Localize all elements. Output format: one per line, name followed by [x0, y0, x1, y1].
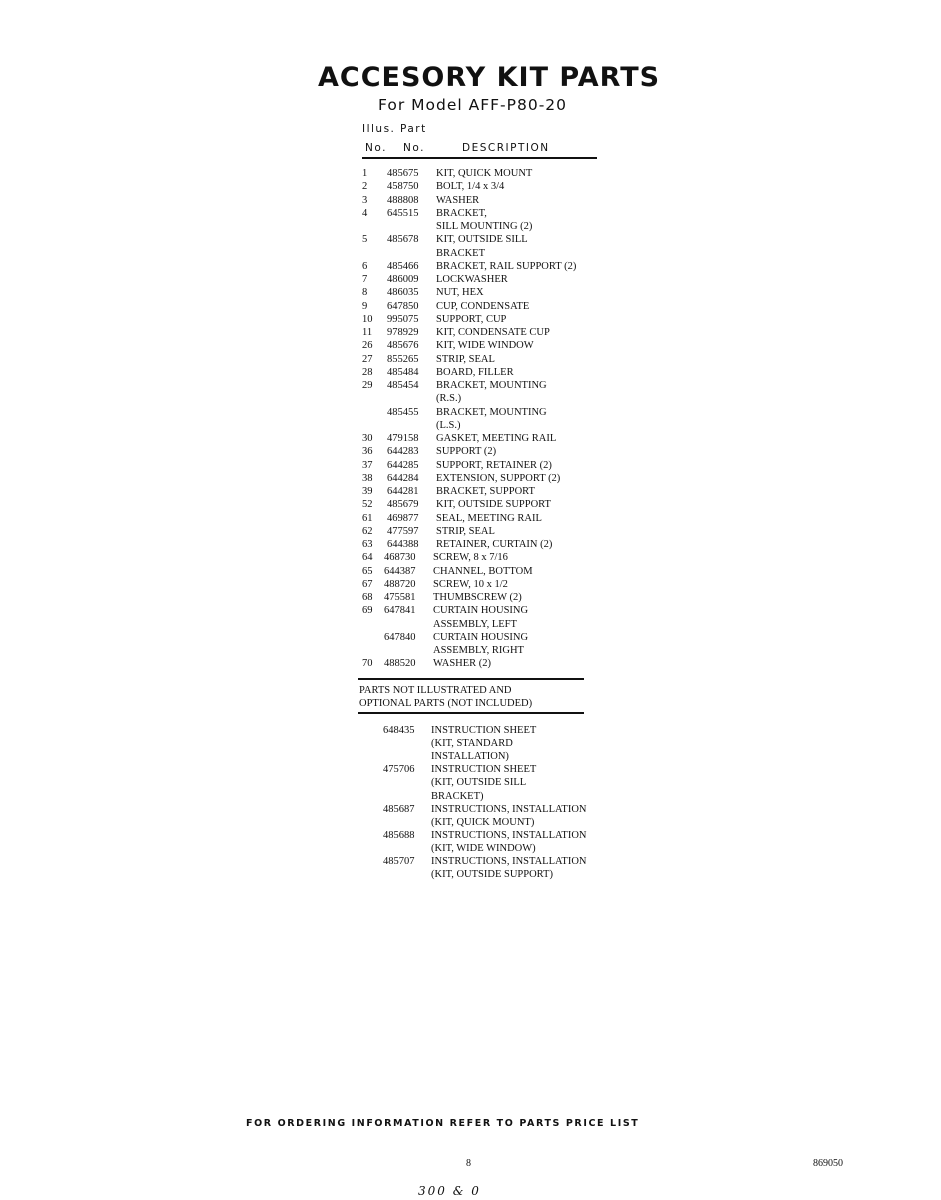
header-part: Part [400, 123, 427, 135]
illus-number: 27 [362, 353, 373, 365]
part-number: 644281 [387, 486, 419, 497]
part-description: (KIT, QUICK MOUNT) [431, 816, 535, 828]
part-description: (R.S.) [436, 393, 462, 405]
part-number: 479158 [387, 433, 419, 444]
illus-number: 69 [362, 605, 373, 617]
page-subtitle: For Model AFF-P80-20 [378, 96, 568, 114]
part-number: 485455 [387, 406, 419, 418]
part-description: INSTRUCTIONS, INSTALLATION [431, 856, 587, 867]
part-description: KIT, OUTSIDE SILL [436, 234, 528, 246]
part-number: 468730 [384, 552, 416, 564]
part-description: CHANNEL, BOTTOM [433, 565, 533, 577]
part-number: 647850 [387, 300, 419, 312]
part-number: 644283 [387, 446, 419, 458]
illus-number: 26 [362, 340, 373, 352]
part-description: BOARD, FILLER [436, 366, 514, 378]
part-number: 995075 [387, 313, 419, 325]
part-number: 644285 [387, 459, 419, 471]
part-description: (KIT, OUTSIDE SUPPORT) [431, 869, 553, 881]
illus-number: 65 [362, 565, 373, 577]
illus-number: 52 [362, 499, 373, 511]
part-number: 644388 [387, 539, 419, 550]
part-number: 485484 [387, 366, 419, 378]
part-description: KIT, OUTSIDE SUPPORT [436, 499, 551, 511]
part-description: SEAL, MEETING RAIL [436, 512, 542, 524]
part-number: 486009 [387, 274, 419, 285]
illus-number: 37 [362, 459, 373, 471]
part-description: ASSEMBLY, RIGHT [433, 645, 524, 656]
illus-number: 2 [362, 181, 368, 193]
part-description: INSTRUCTION SHEET [431, 725, 537, 736]
illus-number: 64 [362, 552, 373, 564]
part-description: CUP, CONDENSATE [436, 300, 530, 312]
part-description: RETAINER, CURTAIN (2) [436, 539, 553, 550]
illus-number: 61 [362, 512, 373, 524]
part-description: (L.S.) [436, 419, 461, 431]
illus-number: 62 [362, 525, 373, 537]
part-description: KIT, CONDENSATE CUP [436, 327, 550, 338]
illus-number: 7 [362, 274, 368, 285]
part-number: 485466 [387, 260, 419, 272]
part-description: BOLT, 1/4 x 3/4 [436, 181, 505, 193]
part-description: BRACKET, SUPPORT [436, 486, 535, 497]
part-number: 485678 [387, 234, 419, 246]
header-illus: Illus. [362, 123, 396, 135]
illus-number: 6 [362, 260, 368, 272]
part-number: 488520 [384, 658, 416, 670]
part-number: 485687 [383, 803, 415, 815]
part-number: 485688 [383, 829, 415, 841]
ordering-footer: FOR ORDERING INFORMATION REFER TO PARTS PRICE LIST [246, 1118, 640, 1129]
part-description: STRIP, SEAL [436, 525, 495, 537]
illus-number: 4 [362, 207, 368, 219]
not-illustrated-heading-line-1: PARTS NOT ILLUSTRATED AND [359, 685, 512, 696]
part-description: BRACKET, MOUNTING [436, 406, 547, 418]
illus-number: 28 [362, 366, 373, 378]
part-description: WASHER [436, 194, 480, 206]
part-description: THUMBSCREW (2) [433, 592, 522, 603]
part-description: EXTENSION, SUPPORT (2) [436, 472, 561, 484]
part-number: 485454 [387, 380, 419, 391]
part-description: CURTAIN HOUSING [433, 605, 529, 617]
illus-number: 11 [362, 327, 373, 338]
part-number: 647841 [384, 605, 416, 617]
illus-number: 67 [362, 578, 373, 590]
header-rule [362, 157, 597, 159]
part-description: SCREW, 10 x 1/2 [433, 578, 508, 590]
part-number: 855265 [387, 353, 419, 365]
header-no-illus: No. [365, 142, 387, 154]
illus-number: 3 [362, 194, 368, 206]
part-number: 475706 [383, 764, 415, 776]
part-number: 644387 [384, 565, 416, 577]
document-code: 869050 [813, 1158, 843, 1169]
part-description: SUPPORT, CUP [436, 313, 507, 325]
part-number: 645515 [387, 207, 419, 219]
part-number: 485707 [383, 856, 415, 867]
part-description: SCREW, 8 x 7/16 [433, 552, 508, 564]
part-description: INSTRUCTION SHEET [431, 764, 537, 776]
part-number: 488808 [387, 194, 419, 206]
part-description: NUT, HEX [436, 287, 484, 299]
part-description: SUPPORT (2) [436, 446, 497, 458]
header-no-part: No. [403, 142, 425, 154]
header-description: DESCRIPTION [462, 142, 550, 154]
not-illustrated-rule-bottom [358, 712, 584, 714]
part-number: 469877 [387, 512, 419, 524]
part-description: BRACKET) [431, 790, 484, 802]
illus-number: 39 [362, 486, 373, 497]
part-description: INSTRUCTIONS, INSTALLATION [431, 803, 587, 815]
part-number: 458750 [387, 181, 419, 193]
part-description: STRIP, SEAL [436, 353, 495, 365]
illus-number: 1 [362, 168, 368, 179]
part-description: (KIT, WIDE WINDOW) [431, 842, 536, 854]
illus-number: 70 [362, 658, 373, 670]
part-description: BRACKET, MOUNTING [436, 380, 547, 391]
part-description: INSTRUCTIONS, INSTALLATION [431, 829, 587, 841]
illus-number: 10 [362, 313, 373, 325]
illus-number: 68 [362, 592, 373, 603]
part-number: 475581 [384, 592, 416, 603]
part-number: 648435 [383, 725, 415, 736]
illus-number: 5 [362, 234, 368, 246]
part-description: BRACKET [436, 247, 486, 259]
illus-number: 30 [362, 433, 373, 444]
part-description: SUPPORT, RETAINER (2) [436, 459, 552, 471]
part-description: LOCKWASHER [436, 274, 508, 285]
not-illustrated-heading-line-2: OPTIONAL PARTS (NOT INCLUDED) [359, 698, 533, 709]
part-number: 486035 [387, 287, 419, 299]
not-illustrated-rule-top [358, 678, 584, 680]
illus-number: 38 [362, 472, 373, 484]
part-number: 644284 [387, 472, 419, 484]
illus-number: 29 [362, 380, 373, 391]
illus-number: 9 [362, 300, 368, 312]
part-description: ASSEMBLY, LEFT [433, 618, 517, 630]
part-description: BRACKET, [436, 207, 487, 219]
illus-number: 8 [362, 287, 368, 299]
illus-number: 36 [362, 446, 373, 458]
illus-number: 63 [362, 539, 373, 550]
part-number: 488720 [384, 578, 416, 590]
part-description: (KIT, STANDARD [431, 738, 513, 750]
part-description: KIT, WIDE WINDOW [436, 340, 534, 352]
page-number: 8 [466, 1158, 471, 1169]
part-description: (KIT, OUTSIDE SILL [431, 777, 527, 789]
part-number: 485676 [387, 340, 419, 352]
part-description: BRACKET, RAIL SUPPORT (2) [436, 260, 577, 272]
part-description: WASHER (2) [433, 658, 492, 670]
part-description: INSTALLATION) [431, 751, 509, 763]
part-number: 647840 [384, 631, 416, 643]
part-number: 485679 [387, 499, 419, 511]
part-description: KIT, QUICK MOUNT [436, 168, 533, 179]
part-description: SILL MOUNTING (2) [436, 221, 533, 232]
page-title: ACCESORY KIT PARTS [318, 62, 661, 93]
part-description: CURTAIN HOUSING [433, 631, 529, 643]
part-number: 978929 [387, 327, 419, 338]
part-number: 477597 [387, 525, 419, 537]
part-description: GASKET, MEETING RAIL [436, 433, 557, 444]
part-number: 485675 [387, 168, 419, 179]
handwritten-mark: 300 & 0 [418, 1184, 481, 1198]
